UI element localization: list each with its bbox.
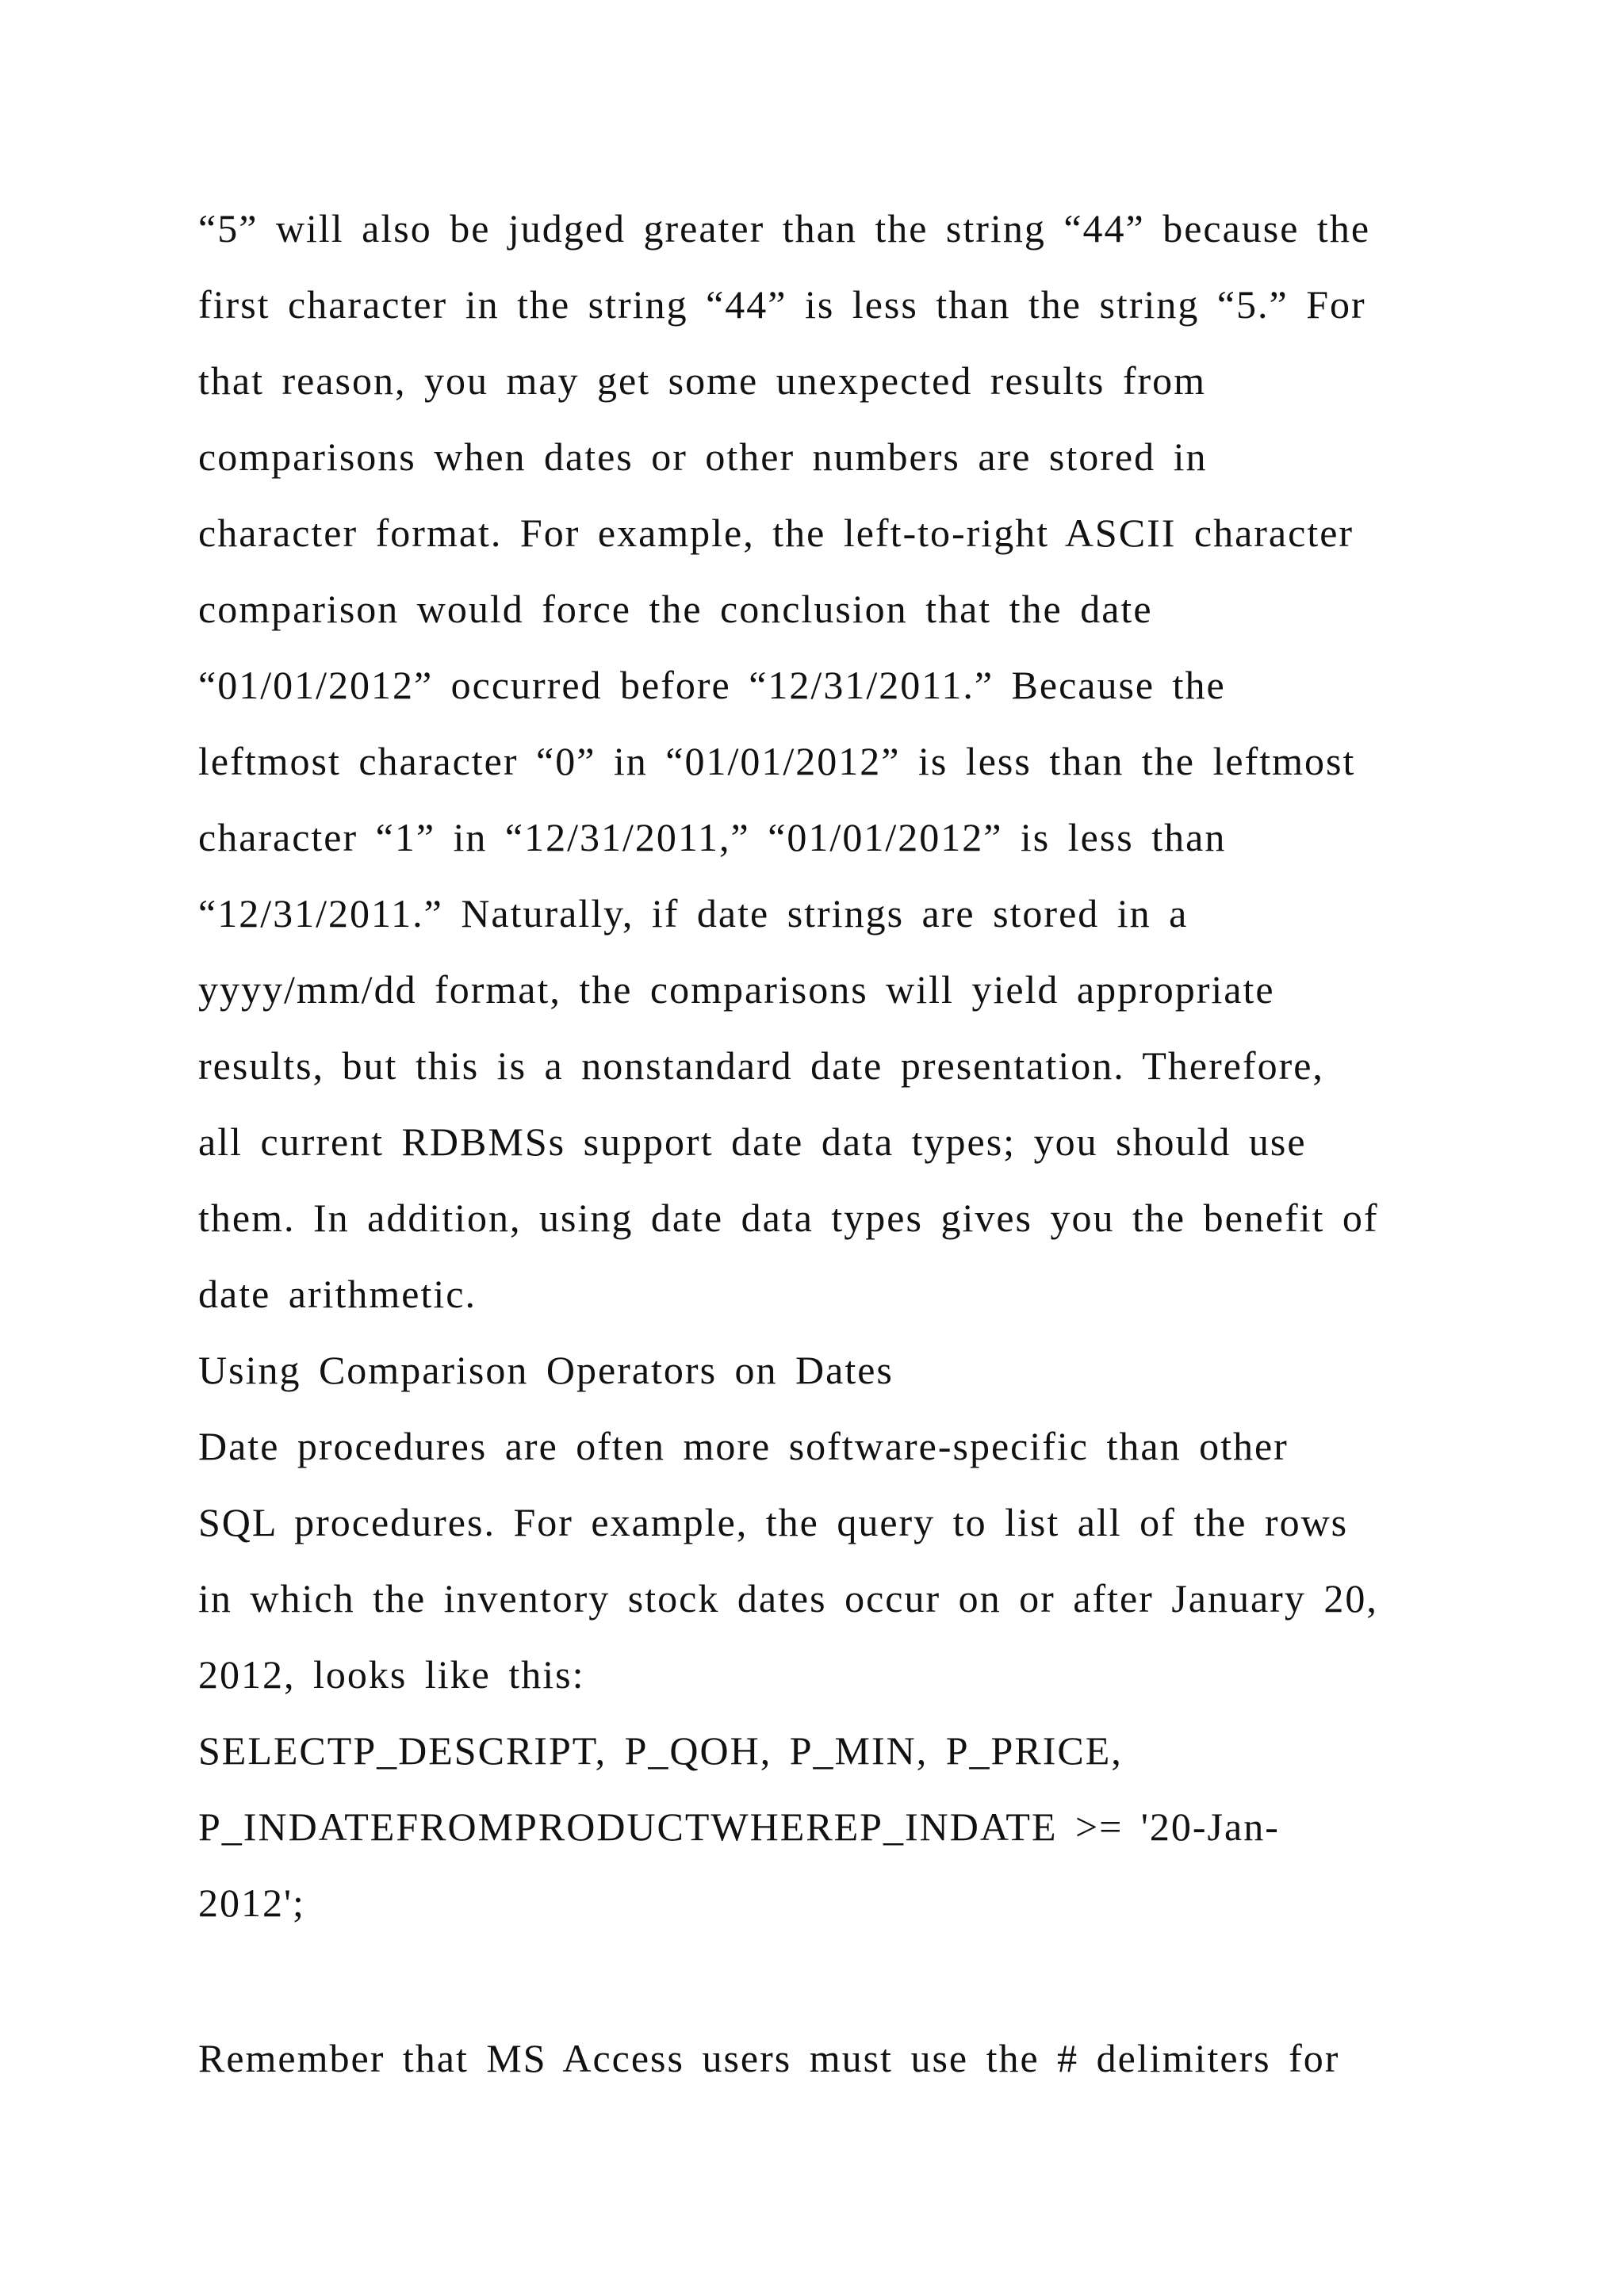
text-line: in which the inventory stock dates occur on or after January 20, (198, 1576, 1378, 1621)
text-line: Date procedures are often more software-specific than other (198, 1424, 1289, 1468)
text-line: comparison would force the conclusion that the date (198, 587, 1153, 631)
text-line: Remember that MS Access users must use the # delimiters for (198, 2036, 1340, 2080)
sql-code-line: 2012'; (198, 1881, 305, 1925)
text-line: first character in the string “44” is less than the string “5.” For (198, 282, 1366, 327)
text-line: leftmost character “0” in “01/01/2012” is less than the leftmost (198, 739, 1356, 783)
text-line: “12/31/2011.” Naturally, if date strings are stored in a (198, 891, 1189, 936)
text-line: yyyy/mm/dd format, the comparisons will yield appropriate (198, 967, 1275, 1012)
text-line: “01/01/2012” occurred before “12/31/2011.” Because the (198, 663, 1226, 707)
text-line: date arithmetic. (198, 1272, 477, 1316)
text-line: character “1” in “12/31/2011,” “01/01/2012” is less than (198, 815, 1227, 859)
sql-code-line: P_INDATEFROMPRODUCTWHEREP_INDATE >= '20-Jan- (198, 1804, 1280, 1849)
text-line: 2012, looks like this: (198, 1652, 585, 1697)
text-line: results, but this is a nonstandard date presentation. Therefore, (198, 1043, 1324, 1088)
section-heading: Using Comparison Operators on Dates (198, 1348, 894, 1392)
text-line: all current RDBMSs support date data types; you should use (198, 1119, 1307, 1164)
sql-code-line: SELECTP_DESCRIPT, P_QOH, P_MIN, P_PRICE, (198, 1728, 1123, 1773)
text-line: “5” will also be judged greater than the string “44” because the (198, 206, 1371, 251)
text-line: that reason, you may get some unexpected results from (198, 358, 1207, 403)
text-line: character format. For example, the left-to-right ASCII character (198, 511, 1354, 555)
text-line: SQL procedures. For example, the query to list all of the rows (198, 1500, 1349, 1544)
text-line: comparisons when dates or other numbers are stored in (198, 434, 1208, 479)
text-line: them. In addition, using date data types gives you the benefit of (198, 1196, 1379, 1240)
